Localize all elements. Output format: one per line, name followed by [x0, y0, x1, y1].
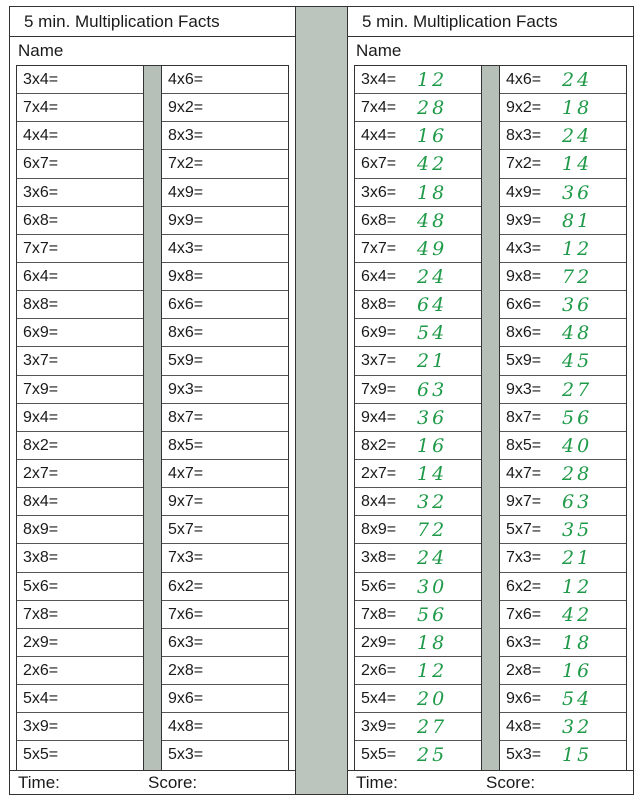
problem-cell: [17, 376, 143, 404]
problem-cell: [17, 741, 143, 769]
problem-text: 9x6=: [506, 690, 542, 708]
problem-text: 2x6=: [23, 661, 59, 679]
handwritten-answer: 18: [562, 97, 593, 120]
problem-cell: [355, 741, 481, 769]
problem-text: 6x9=: [361, 324, 397, 342]
problem-cell: [500, 741, 626, 769]
problem-cell: [355, 150, 481, 178]
problem-text: 7x2=: [168, 155, 204, 173]
handwritten-answer: 72: [417, 519, 448, 542]
problem-cell: [500, 94, 626, 122]
problem-text: 8x8=: [23, 296, 59, 314]
problem-text: 3x6=: [361, 183, 397, 201]
problem-cell: [162, 432, 288, 460]
problem-column-b: [161, 65, 289, 771]
handwritten-answer: 27: [417, 716, 448, 739]
problem-text: 7x8=: [361, 605, 397, 623]
problem-text: 5x7=: [506, 521, 542, 539]
problem-text: 4x9=: [506, 183, 542, 201]
problem-text: 8x3=: [168, 127, 204, 145]
handwritten-answer: 16: [562, 659, 593, 682]
problem-cell: [162, 94, 288, 122]
problem-text: 7x4=: [361, 99, 397, 117]
problem-cell: [500, 235, 626, 263]
problem-cell: [500, 347, 626, 375]
problem-cell: [500, 179, 626, 207]
problem-cell: [162, 657, 288, 685]
problem-text: 8x4=: [23, 493, 59, 511]
problem-cell: [162, 460, 288, 488]
problem-text: 5x6=: [361, 577, 397, 595]
problem-cell: [162, 629, 288, 657]
problem-cell: [162, 713, 288, 741]
problem-cell: [355, 207, 481, 235]
handwritten-answer: 24: [562, 125, 593, 148]
problem-cell: [355, 432, 481, 460]
problem-cell: [500, 291, 626, 319]
handwritten-answer: 63: [562, 491, 593, 514]
handwritten-answer: 28: [562, 462, 593, 485]
problem-cell: [500, 66, 626, 94]
handwritten-answer: 14: [417, 462, 448, 485]
handwritten-answer: 24: [417, 547, 448, 570]
problem-cell: [162, 319, 288, 347]
problem-cell: [355, 179, 481, 207]
handwritten-answer: 49: [417, 237, 448, 260]
handwritten-answer: 56: [562, 406, 593, 429]
problem-cell: [500, 122, 626, 150]
handwritten-answer: 15: [562, 744, 593, 767]
problem-text: 8x6=: [168, 324, 204, 342]
problem-text: 3x8=: [361, 549, 397, 567]
problem-cell: [162, 263, 288, 291]
problem-cell: [162, 235, 288, 263]
problem-text: 9x7=: [168, 493, 204, 511]
handwritten-answer: 18: [562, 631, 593, 654]
handwritten-answer: 36: [417, 406, 448, 429]
time-label: Time:: [18, 773, 60, 792]
problem-cell: [500, 601, 626, 629]
problem-text: 6x9=: [23, 324, 59, 342]
handwritten-answer: 28: [417, 97, 448, 120]
problem-cell: [17, 66, 143, 94]
problem-cell: [500, 150, 626, 178]
problem-text: 4x9=: [168, 183, 204, 201]
problem-cell: [17, 122, 143, 150]
problem-cell: [500, 685, 626, 713]
problem-text: 6x4=: [23, 267, 59, 285]
problem-text: 4x6=: [168, 71, 204, 88]
problem-text: 9x8=: [506, 267, 542, 285]
problem-cell: [355, 347, 481, 375]
problem-cell: [355, 94, 481, 122]
problem-cell: [17, 488, 143, 516]
handwritten-answer: 54: [417, 322, 448, 345]
handwritten-answer: 18: [417, 631, 448, 654]
problem-grid: [354, 65, 627, 771]
handwritten-answer: 64: [417, 294, 448, 317]
center-divider-strip: [296, 6, 347, 795]
problem-text: 9x4=: [361, 408, 397, 426]
problem-cell: [17, 544, 143, 572]
problem-cell: [162, 573, 288, 601]
problem-text: 3x9=: [361, 718, 397, 736]
problem-cell: [500, 376, 626, 404]
handwritten-answer: 16: [417, 125, 448, 148]
problem-text: 7x9=: [23, 380, 59, 398]
problem-text: 4x6=: [506, 71, 542, 88]
problem-text: 4x3=: [506, 239, 542, 257]
problem-text: 7x7=: [361, 239, 397, 257]
problem-cell: [17, 601, 143, 629]
handwritten-answer: 45: [562, 350, 593, 373]
problem-text: 6x8=: [361, 211, 397, 229]
problem-cell: [162, 179, 288, 207]
handwritten-answer: 12: [562, 237, 593, 260]
problem-text: 8x2=: [361, 436, 397, 454]
problem-cell: [162, 376, 288, 404]
problem-cell: [162, 516, 288, 544]
problem-text: 5x9=: [506, 352, 542, 370]
problem-cell: [17, 291, 143, 319]
problem-cell: [355, 291, 481, 319]
handwritten-answer: 32: [562, 716, 593, 739]
problem-cell: [162, 741, 288, 769]
problem-cell: [17, 573, 143, 601]
problem-text: 8x8=: [361, 296, 397, 314]
handwritten-answer: 21: [417, 350, 448, 373]
problem-cell: [17, 404, 143, 432]
problem-cell: [17, 685, 143, 713]
problem-text: 8x7=: [168, 408, 204, 426]
problem-cell: [355, 544, 481, 572]
problem-text: 3x4=: [361, 71, 397, 88]
problem-cell: [500, 404, 626, 432]
problem-cell: [500, 713, 626, 741]
handwritten-answer: 25: [417, 744, 448, 767]
problem-column-a: [354, 65, 482, 771]
problem-cell: [500, 432, 626, 460]
problem-cell: [355, 516, 481, 544]
problem-text: 8x3=: [506, 127, 542, 145]
problem-cell: [355, 122, 481, 150]
problem-text: 9x4=: [23, 408, 59, 426]
problem-cell: [355, 404, 481, 432]
handwritten-answer: 42: [417, 153, 448, 176]
problem-text: 9x3=: [506, 380, 542, 398]
problem-text: 9x2=: [168, 99, 204, 117]
problem-text: 9x6=: [168, 690, 204, 708]
problem-text: 4x7=: [168, 464, 204, 482]
problem-cell: [162, 122, 288, 150]
problem-cell: [162, 291, 288, 319]
worksheet-footer: [348, 770, 633, 794]
score-label: Score:: [486, 773, 536, 792]
handwritten-answer: 16: [417, 434, 448, 457]
handwritten-answer: 35: [562, 519, 593, 542]
problem-column-b: [499, 65, 627, 771]
problem-text: 3x8=: [23, 549, 59, 567]
handwritten-answer: 24: [417, 265, 448, 288]
problem-text: 9x9=: [506, 211, 542, 229]
problem-cell: [500, 629, 626, 657]
handwritten-answer: 48: [417, 209, 448, 232]
problem-text: 2x8=: [168, 661, 204, 679]
handwritten-answer: 56: [417, 603, 448, 626]
problem-text: 7x4=: [23, 99, 59, 117]
handwritten-answer: 12: [417, 69, 448, 91]
worksheet-title: 5 min. Multiplication Facts: [10, 7, 295, 37]
problem-text: 6x4=: [361, 267, 397, 285]
problem-text: 5x3=: [168, 746, 204, 764]
problem-cell: [17, 432, 143, 460]
problem-cell: [17, 657, 143, 685]
name-label: Name: [18, 41, 64, 60]
problem-text: 8x7=: [506, 408, 542, 426]
problem-text: 2x9=: [23, 633, 59, 651]
problem-cell: [355, 319, 481, 347]
problem-cell: [162, 544, 288, 572]
problem-cell: [17, 516, 143, 544]
problem-text: 3x4=: [23, 71, 59, 88]
problem-text: 8x5=: [506, 436, 542, 454]
problem-cell: [17, 179, 143, 207]
problem-cell: [500, 573, 626, 601]
problem-text: 7x3=: [506, 549, 542, 567]
problem-text: 9x3=: [168, 380, 204, 398]
problem-text: 8x5=: [168, 436, 204, 454]
problem-cell: [355, 657, 481, 685]
handwritten-answer: 40: [562, 434, 593, 457]
problem-cell: [500, 488, 626, 516]
problem-cell: [355, 629, 481, 657]
problem-text: 7x2=: [506, 155, 542, 173]
problem-text: 7x7=: [23, 239, 59, 257]
problem-cell: [355, 713, 481, 741]
worksheet-title: 5 min. Multiplication Facts: [348, 7, 633, 37]
problem-cell: [162, 150, 288, 178]
problem-text: 2x8=: [506, 661, 542, 679]
handwritten-answer: 20: [417, 688, 448, 711]
handwritten-answer: 72: [562, 265, 593, 288]
handwritten-answer: 81: [562, 209, 593, 232]
problem-text: 2x7=: [361, 464, 397, 482]
completed-worksheet: [347, 6, 634, 795]
handwritten-answer: 12: [562, 575, 593, 598]
problem-text: 4x8=: [168, 718, 204, 736]
problem-cell: [355, 66, 481, 94]
problem-text: 5x9=: [168, 352, 204, 370]
handwritten-answer: 21: [562, 547, 593, 570]
problem-cell: [500, 207, 626, 235]
problem-text: 5x4=: [23, 690, 59, 708]
problem-text: 5x5=: [23, 746, 59, 764]
problem-cell: [162, 685, 288, 713]
column-gutter: [482, 65, 499, 771]
problem-cell: [500, 657, 626, 685]
problem-text: 9x8=: [168, 267, 204, 285]
score-label: Score:: [148, 773, 198, 792]
problem-cell: [17, 629, 143, 657]
problem-text: 6x3=: [506, 633, 542, 651]
problem-text: 3x6=: [23, 183, 59, 201]
problem-text: 7x8=: [23, 605, 59, 623]
problem-text: 8x9=: [361, 521, 397, 539]
problem-text: 4x7=: [506, 464, 542, 482]
problem-cell: [162, 488, 288, 516]
problem-text: 3x7=: [23, 352, 59, 370]
handwritten-answer: 36: [562, 294, 593, 317]
handwritten-answer: 30: [417, 575, 448, 598]
handwritten-answer: 14: [562, 153, 593, 176]
handwritten-answer: 27: [562, 378, 593, 401]
problem-cell: [17, 263, 143, 291]
problem-cell: [162, 404, 288, 432]
problem-text: 6x2=: [168, 577, 204, 595]
problem-cell: [162, 601, 288, 629]
handwritten-answer: 32: [417, 491, 448, 514]
problem-text: 9x7=: [506, 493, 542, 511]
column-gutter: [144, 65, 161, 771]
problem-cell: [500, 319, 626, 347]
problem-text: 6x3=: [168, 633, 204, 651]
problem-text: 2x9=: [361, 633, 397, 651]
problem-text: 6x8=: [23, 211, 59, 229]
handwritten-answer: 54: [562, 688, 593, 711]
problem-text: 5x7=: [168, 521, 204, 539]
problem-cell: [162, 66, 288, 94]
problem-text: 6x7=: [23, 155, 59, 173]
time-label: Time:: [356, 773, 398, 792]
problem-cell: [355, 460, 481, 488]
problem-text: 5x4=: [361, 690, 397, 708]
problem-cell: [355, 573, 481, 601]
problem-text: 5x5=: [361, 746, 397, 764]
problem-text: 8x6=: [506, 324, 542, 342]
problem-text: 8x2=: [23, 436, 59, 454]
handwritten-answer: 42: [562, 603, 593, 626]
problem-cell: [162, 347, 288, 375]
problem-text: 6x6=: [168, 296, 204, 314]
problem-cell: [17, 319, 143, 347]
problem-cell: [17, 207, 143, 235]
problem-text: 4x3=: [168, 239, 204, 257]
problem-text: 4x4=: [361, 127, 397, 145]
problem-cell: [500, 263, 626, 291]
problem-text: 7x6=: [506, 605, 542, 623]
problem-text: 3x7=: [361, 352, 397, 370]
problem-text: 9x2=: [506, 99, 542, 117]
problem-text: 2x6=: [361, 661, 397, 679]
problem-cell: [500, 460, 626, 488]
problem-text: 7x6=: [168, 605, 204, 623]
problem-cell: [355, 235, 481, 263]
problem-text: 4x8=: [506, 718, 542, 736]
problem-text: 3x9=: [23, 718, 59, 736]
problem-cell: [162, 207, 288, 235]
problem-text: 7x3=: [168, 549, 204, 567]
problem-text: 2x7=: [23, 464, 59, 482]
handwritten-answer: 24: [562, 69, 593, 91]
problem-text: 8x4=: [361, 493, 397, 511]
blank-worksheet: [9, 6, 296, 795]
problem-cell: [355, 601, 481, 629]
problem-text: 9x9=: [168, 211, 204, 229]
problem-text: 5x3=: [506, 746, 542, 764]
problem-text: 6x6=: [506, 296, 542, 314]
problem-text: 4x4=: [23, 127, 59, 145]
problem-cell: [355, 263, 481, 291]
problem-text: 6x7=: [361, 155, 397, 173]
handwritten-answer: 63: [417, 378, 448, 401]
problem-cell: [17, 460, 143, 488]
problem-cell: [355, 685, 481, 713]
name-label: Name: [356, 41, 402, 60]
handwritten-answer: 12: [417, 659, 448, 682]
problem-cell: [500, 516, 626, 544]
worksheet-footer: [10, 770, 295, 794]
problem-cell: [17, 150, 143, 178]
problem-grid: [16, 65, 289, 771]
problem-cell: [500, 544, 626, 572]
problem-column-a: [16, 65, 144, 771]
problem-cell: [355, 488, 481, 516]
problem-cell: [17, 235, 143, 263]
problem-text: 5x6=: [23, 577, 59, 595]
problem-cell: [17, 94, 143, 122]
problem-text: 8x9=: [23, 521, 59, 539]
handwritten-answer: 18: [417, 181, 448, 204]
problem-text: 7x9=: [361, 380, 397, 398]
problem-cell: [17, 347, 143, 375]
problem-cell: [355, 376, 481, 404]
handwritten-answer: 36: [562, 181, 593, 204]
problem-text: 6x2=: [506, 577, 542, 595]
problem-cell: [17, 713, 143, 741]
handwritten-answer: 48: [562, 322, 593, 345]
